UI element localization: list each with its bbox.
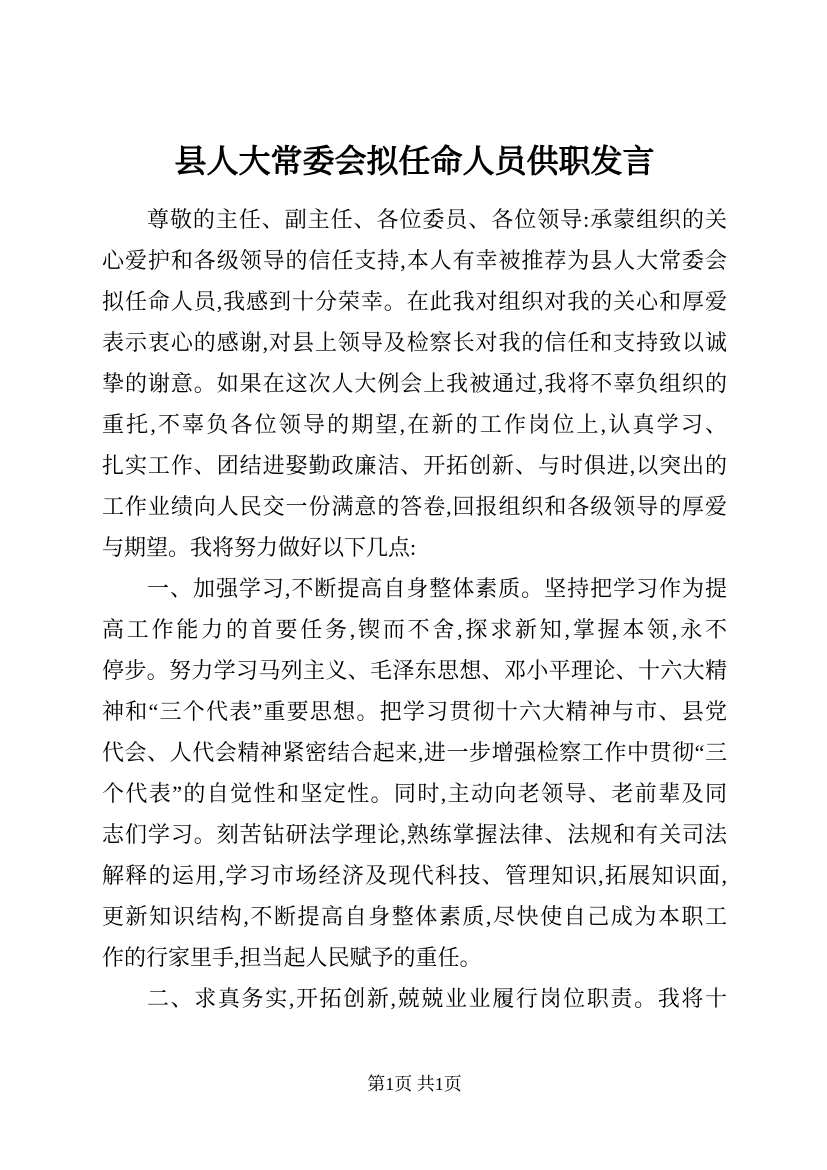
text-line: 心爱护和各级领导的信任支持,本人有幸被推荐为县人大常委会	[102, 248, 727, 273]
text-line: 拟任命人员,我感到十分荣幸。在此我对组织对我的关心和厚爱	[102, 289, 727, 314]
text-line: 扎实工作、团结进娶勤政廉洁、开拓创新、与时俱进,以突出的	[102, 453, 727, 478]
text-line: 挚的谢意。如果在这次人大例会上我被通过,我将不辜负组织的	[102, 371, 727, 396]
document-title: 县人大常委会拟任命人员供职发言	[174, 143, 655, 179]
text-line: 表示衷心的感谢,对县上领导及检察长对我的信任和支持致以诚	[102, 330, 727, 355]
text-line: 二、求真务实,开拓创新,兢兢业业履行岗位职责。我将十	[147, 986, 727, 1011]
text-line: 解释的运用,学习市场经济及现代科技、管理知识,拓展知识面,	[102, 863, 727, 888]
text-line: 重托,不辜负各位领导的期望,在新的工作岗位上,认真学习、	[102, 412, 727, 437]
text-line: 尊敬的主任、副主任、各位委员、各位领导:承蒙组织的关	[147, 207, 727, 232]
text-line: 与期望。我将努力做好以下几点:	[102, 535, 417, 560]
text-line: 代会、人代会精神紧密结合起来,进一步增强检察工作中贯彻“三	[102, 740, 727, 765]
document-body	[102, 199, 727, 1019]
text-line: 工作业绩向人民交一份满意的答卷,回报组织和各级领导的厚爱	[102, 494, 727, 519]
text-line: 个代表”的自觉性和坚定性。同时,主动向老领导、老前辈及同	[102, 781, 727, 806]
page-footer: 第1页 共1页	[367, 1074, 462, 1094]
text-line: 志们学习。刻苦钻研法学理论,熟练掌握法律、法规和有关司法	[102, 822, 727, 847]
text-line: 神和“三个代表”重要思想。把学习贯彻十六大精神与市、县党	[102, 699, 727, 724]
text-line: 一、加强学习,不断提高自身整体素质。坚持把学习作为提	[147, 576, 727, 601]
text-line: 高工作能力的首要任务,锲而不舍,探求新知,掌握本领,永不	[102, 617, 727, 642]
text-line: 停步。努力学习马列主义、毛泽东思想、邓小平理论、十六大精	[102, 658, 727, 683]
text-line: 作的行家里手,担当起人民赋予的重任。	[102, 945, 482, 970]
text-line: 更新知识结构,不断提高自身整体素质,尽快使自己成为本职工	[102, 904, 727, 929]
